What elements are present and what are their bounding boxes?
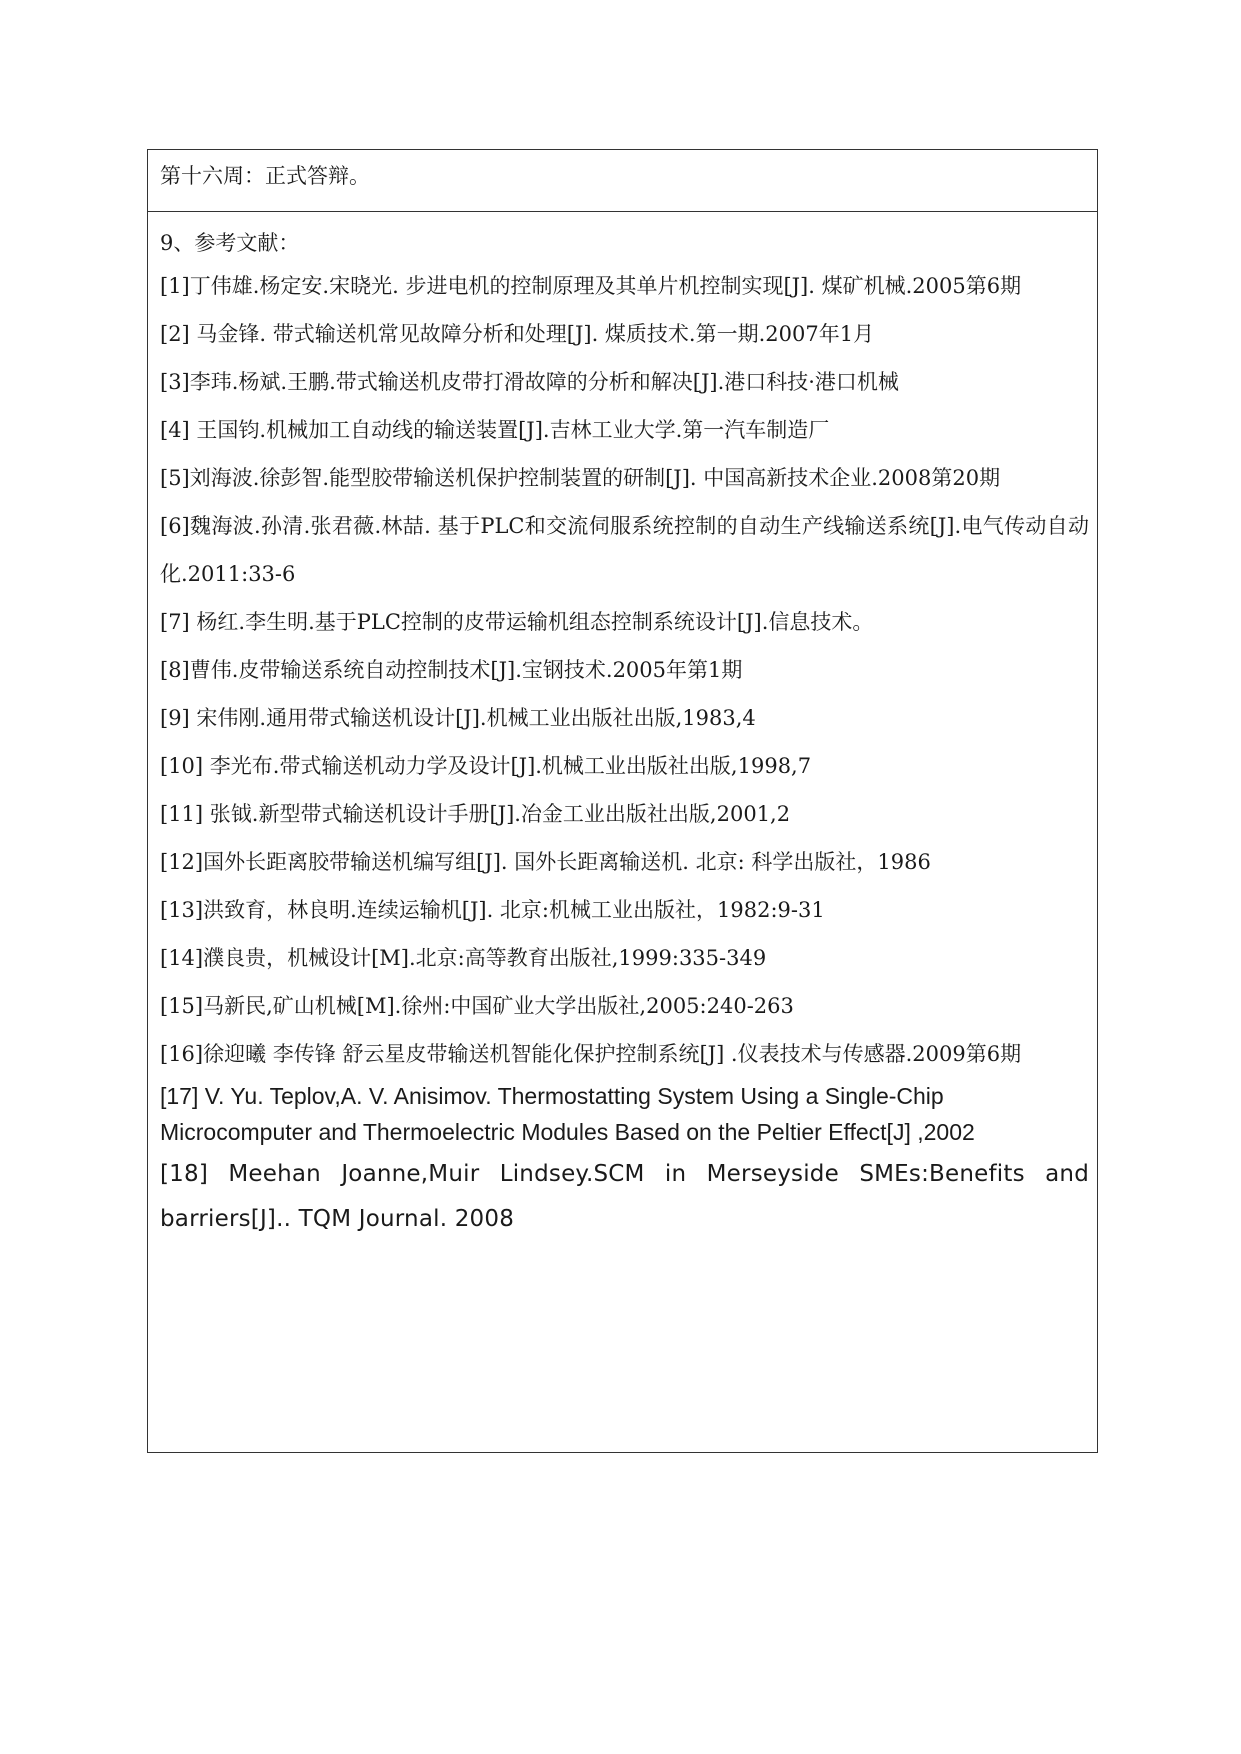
reference-item: [16]徐迎曦 李传锋 舒云星皮带输送机智能化保护控制系统[J] .仪表技术与传感器.2009第6期	[160, 1042, 1022, 1066]
schedule-row	[148, 150, 1097, 212]
reference-item: [4] 王国钧.机械加工自动线的输送装置[J].吉林工业大学.第一汽车制造厂	[160, 418, 830, 442]
reference-item: [12]国外长距离胶带输送机编写组[J]. 国外长距离输送机. 北京: 科学出版社，1986	[160, 850, 931, 874]
reference-item: [5]刘海波.徐彭智.能型胶带输送机保护控制装置的研制[J]. 中国高新技术企业.2008第20期	[160, 466, 1001, 490]
reference-item: [6]魏海波.孙清.张君薇.林喆. 基于PLC和交流伺服系统控制的自动生产线输送系统[J].电气传动自动化.2011:33-6	[160, 514, 1089, 586]
reference-item: [7] 杨红.李生明.基于PLC控制的皮带运输机组态控制系统设计[J].信息技术。	[160, 610, 874, 634]
reference-item: [8]曹伟.皮带输送系统自动控制技术[J].宝钢技术.2005年第1期	[160, 658, 743, 682]
reference-item: [11] 张钺.新型带式输送机设计手册[J].冶金工业出版社出版,2001,2	[160, 802, 791, 826]
reference-item: [14]濮良贵，机械设计[M].北京:高等教育出版社,1999:335-349	[160, 946, 767, 970]
reference-item: [3]李玮.杨斌.王鹏.带式输送机皮带打滑故障的分析和解决[J].港口科技·港口机械	[160, 370, 899, 394]
references-row	[148, 212, 1097, 1452]
reference-item: [10] 李光布.带式输送机动力学及设计[J].机械工业出版社出版,1998,7	[160, 754, 812, 778]
week16-text: 第十六周：正式答辩。	[160, 164, 370, 188]
document-table	[147, 149, 1098, 1453]
reference-item: [1]丁伟雄.杨定安.宋晓光. 步进电机的控制原理及其单片机控制实现[J]. 煤矿机械.2005第6期	[160, 274, 1022, 298]
reference-item: [18] Meehan Joanne,Muir Lindsey.SCM in Merseyside SMEs:Benefits and barriers[J].. TQM Journal. 2008	[160, 1161, 1089, 1232]
reference-item: [2] 马金锋. 带式输送机常见故障分析和处理[J]. 煤质技术.第一期.2007年1月	[160, 322, 875, 346]
reference-item: [9] 宋伟刚.通用带式输送机设计[J].机械工业出版社出版,1983,4	[160, 706, 756, 730]
reference-item: [17] V. Yu. Teplov,A. V. Anisimov. Thermostatting System Using a Single-Chip Microcomputer and Thermoelectric Modules Based on the Peltier Effect[J] ,2002	[160, 1083, 975, 1145]
reference-item: [13]洪致育，林良明.连续运输机[J]. 北京:机械工业出版社，1982:9-31	[160, 898, 825, 922]
reference-item: [15]马新民,矿山机械[M].徐州:中国矿业大学出版社,2005:240-263	[160, 994, 794, 1018]
references-title: 9、参考文献：	[160, 231, 300, 255]
